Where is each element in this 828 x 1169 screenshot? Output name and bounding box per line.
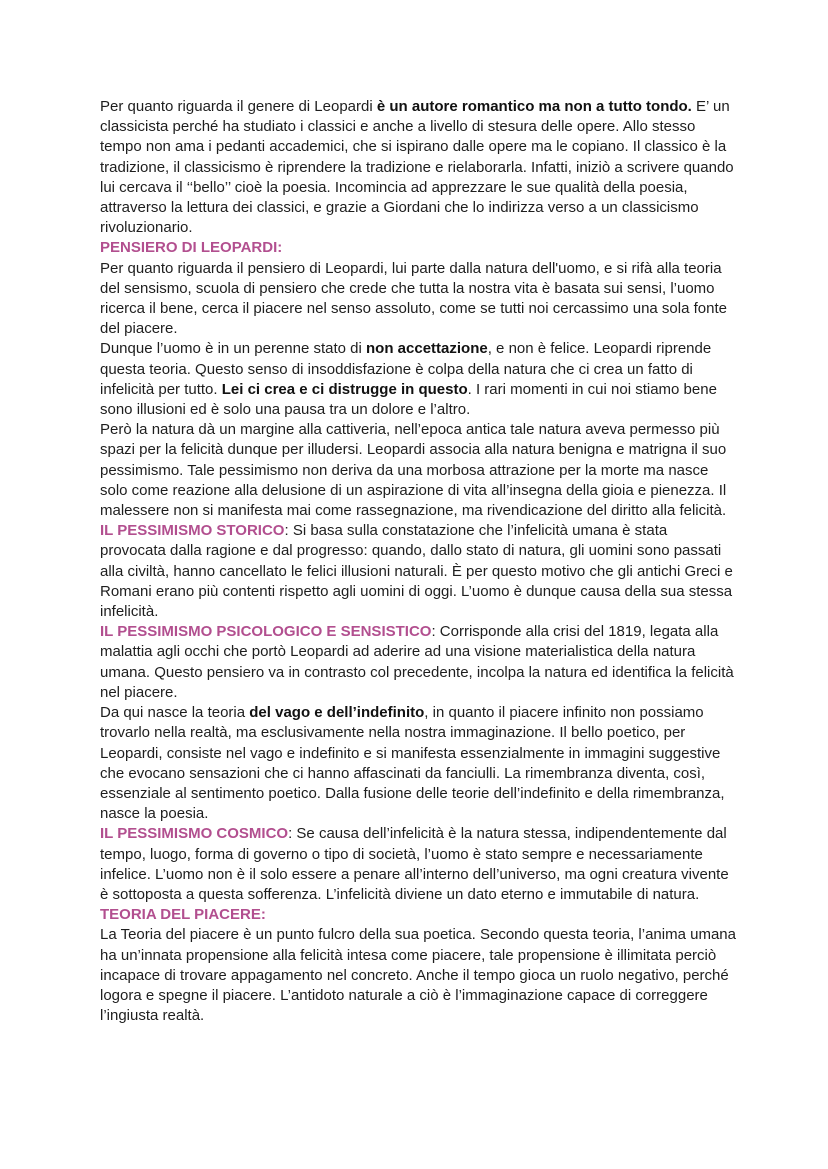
inline-heading: IL PESSIMISMO COSMICO xyxy=(100,825,289,843)
heading-teoria-piacere: TEORIA DEL PIACERE: xyxy=(100,906,266,924)
bold-phrase: non accettazione xyxy=(366,340,488,358)
paragraph-pessimismo-cosmico xyxy=(100,824,736,905)
inline-heading: IL PESSIMISMO STORICO xyxy=(100,522,285,540)
paragraph-text: . I rari momenti in cui noi stiamo bene sono illusioni ed è solo una pausa tra un dolore e l’altro. xyxy=(100,380,717,419)
bold-phrase: è un autore romantico ma non a tutto tondo. xyxy=(376,98,692,115)
bold-phrase: del vago e dell’indefinito xyxy=(249,704,425,722)
paragraph-non-accettazione xyxy=(100,339,736,420)
paragraph-pessimismo-storico xyxy=(100,521,736,622)
paragraph-genere xyxy=(100,97,736,238)
paragraph-text: : Si basa sulla constatazione che l’infelicità umana è stata provocata dalla ragione e dal progresso: quando, dallo stato di natura, gli uomini sono passati alla civiltà, hanno cancellato le felici illusioni naturali. È per questo motivo che gli antichi Greci e Romani erano più contenti rispetto agli uomini di oggi. L’uomo è dunque causa della sua stessa infelicità. xyxy=(100,522,733,621)
paragraph-text: , in quanto il piacere infinito non possiamo trovarlo nella realtà, ma esclusivamente nella nostra immaginazione. Il bello poetico, per Leopardi, consiste nel vago e indefinito e si manifesta essenzialmente in immagini suggestive che evocano sensazioni che ci hanno affascinati da fanciulli. La rimembranza diventa, così, essenziale al sentimento poetico. Dalla fusione delle teorie dell’indefinito e della rimembranza, nasce la poesia. xyxy=(100,704,725,823)
paragraph-text: Da qui nasce la teoria xyxy=(100,704,250,722)
document-page xyxy=(100,97,736,1026)
inline-heading: IL PESSIMISMO PSICOLOGICO E SENSISTICO xyxy=(100,623,432,641)
paragraph-text: Per quanto riguarda il genere di Leopardi xyxy=(100,98,377,115)
heading-pensiero: PENSIERO DI LEOPARDI: xyxy=(100,239,283,257)
paragraph-text: : Se causa dell’infelicità è la natura stessa, indipendentemente dal tempo, luogo, forma di governo o tipo di società, l’uomo è stato sempre e necessariamente infelice. L’uomo non è il solo essere a penare all’interno dell’universo, ma ogni creatura vivente è sottoposta a questa sofferenza. L’infelicità diviene un dato eterno e immutabile di natura. xyxy=(100,825,729,903)
paragraph-text: E’ un classicista perché ha studiato i classici e anche a livello di stesura delle opere. Allo stesso tempo non ama i pedanti accademici, che si ispirano dalle opere ma le copiano. Il classico è la tradizione, il classicismo è riprendere la tradizione e rielaborarla. Infatti, iniziò a scrivere quando lui cercava il ‘‘bello’’ cioè la poesia. Incomincia ad apprezzare le sue qualità della poesia, attraverso la lettura dei classici, e grazie a Giordani che lo indirizza verso a un classicismo rivoluzionario. xyxy=(100,98,734,237)
paragraph-text: : Corrisponde alla crisi del 1819, legata alla malattia agli occhi che portò Leopardi ad aderire ad una visione materialistica della natura umana. Questo pensiero va in contrasto col precedente, incolpa la natura ed identifica la felicità nel piacere. xyxy=(100,623,734,701)
paragraph-teoria-piacere: La Teoria del piacere è un punto fulcro della sua poetica. Secondo questa teoria, l’anima umana ha un’innata propensione alla felicità intesa come piacere, tale propensione è illimitata perciò incapace di trovare appagamento nel concreto. Anche il tempo gioca un ruolo negativo, perché logora e spegne il piacere. L’antidoto naturale a ciò è l’immaginazione capace di correggere l’ingiusta realtà. xyxy=(100,926,736,1025)
paragraph-text: Dunque l’uomo è in un perenne stato di xyxy=(100,340,367,358)
paragraph-natura: Però la natura dà un margine alla cattiveria, nell’epoca antica tale natura aveva permesso più spazi per la felicità dunque per illudersi. Leopardi associa alla natura benigna e matrigna il suo pessimismo. Tale pessimismo non deriva da una morbosa attrazione per la morte ma nasce solo come reazione alla delusione di un aspirazione di vita all’insegna della gioia e pienezza. Il malessere non si manifesta mai come rassegnazione, ma rivendicazione del diritto alla felicità. xyxy=(100,421,727,520)
paragraph-pessimismo-psicologico xyxy=(100,622,736,703)
bold-phrase: Lei ci crea e ci distrugge in questo xyxy=(221,380,468,398)
paragraph-text: , e non è felice. Leopardi riprende questa teoria. Questo senso di insoddisfazione è colpa della natura che ci crea un fatto di infelicità per tutto. xyxy=(100,340,712,398)
paragraph-vago-indefinito xyxy=(100,703,736,824)
paragraph-pensiero: Per quanto riguarda il pensiero di Leopardi, lui parte dalla natura dell'uomo, e si rifà alla teoria del sensismo, scuola di pensiero che crede che tutta la nostra vita è basata sui sensi, l’uomo ricerca il bene, cerca il piacere nel senso assoluto, come se tutti noi cercassimo una sola fonte del piacere. xyxy=(100,259,727,338)
